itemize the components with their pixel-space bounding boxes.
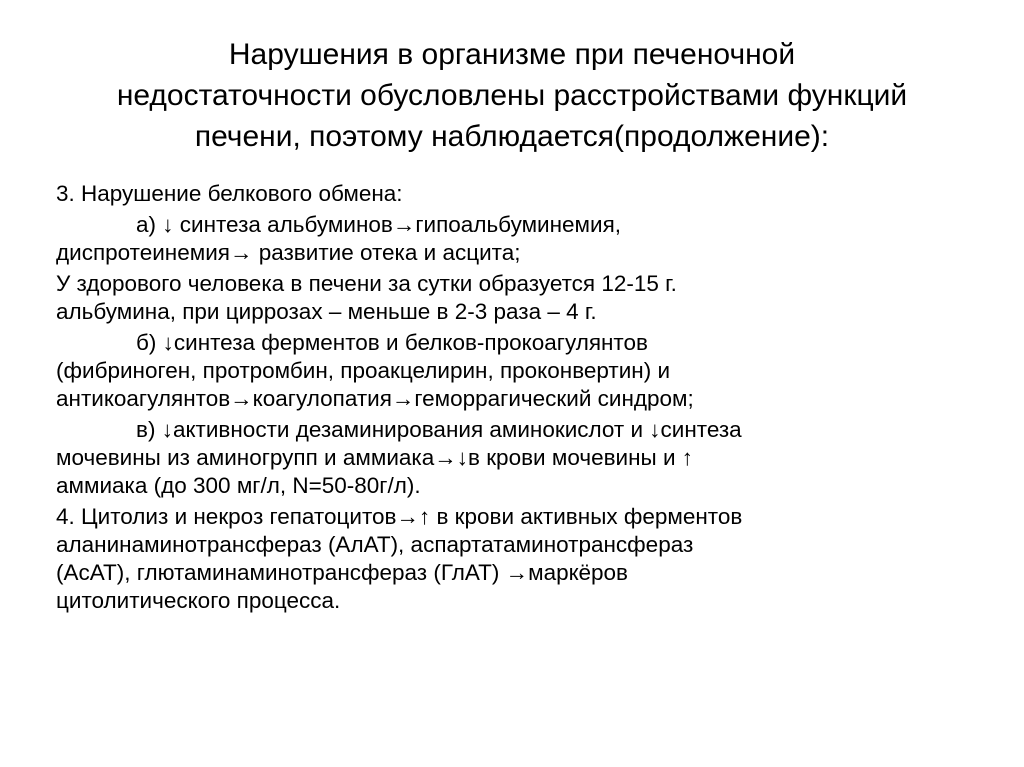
slide-title [40,34,984,157]
text-line: цитолитического процесса. [56,588,341,613]
text-line: альбумина, при циррозах – меньше в 2-3 раза – 4 г. [56,299,597,324]
text-line: 3. Нарушение белкового обмена: [56,181,403,206]
text-line: (АсАТ), глютаминаминотрансфераз (ГлАТ) →маркёров [56,560,628,585]
item-deamination [56,416,996,500]
text-line: диспротеинемия→ развитие отека и асцита; [56,240,521,265]
item-albumin-norm [56,270,996,326]
text-line: 4. Цитолиз и некроз гепатоцитов→↑ в крови активных ферментов [56,504,743,529]
text-line: мочевины из аминогрупп и аммиака→↓в крови мочевины и ↑ [56,445,694,470]
text-line: (фибриноген, протромбин, проакцелирин, проконвертин) и [56,358,671,383]
item-protein-metabolism [56,180,996,208]
text-line: антикоагулянтов→коагулопатия→геморрагический синдром; [56,386,694,411]
text-line: аммиака (до 300 мг/л, N=50-80г/л). [56,473,421,498]
text-line: У здорового человека в печени за сутки образуется 12-15 г. [56,271,677,296]
item-cytolysis [56,503,996,615]
item-coagulation [56,329,996,413]
title-line: недостаточности обусловлены расстройствами функций [116,79,908,112]
text-line: в) ↓активности дезаминирования аминокислот и ↓синтеза [136,417,742,442]
text-line: б) ↓синтеза ферментов и белков-прокоагулянтов [136,330,648,355]
slide-body [56,180,996,618]
text-line: а) ↓ синтеза альбуминов→гипоальбуминемия, [136,212,622,237]
title-line: печени, поэтому наблюдается(продолжение): [194,120,830,153]
title-line: Нарушения в организме при печеночной [228,38,796,71]
item-albumin-synthesis [56,211,996,267]
text-line: аланинаминотрансфераз (АлАТ), аспартатаминотрансфераз [56,532,694,557]
